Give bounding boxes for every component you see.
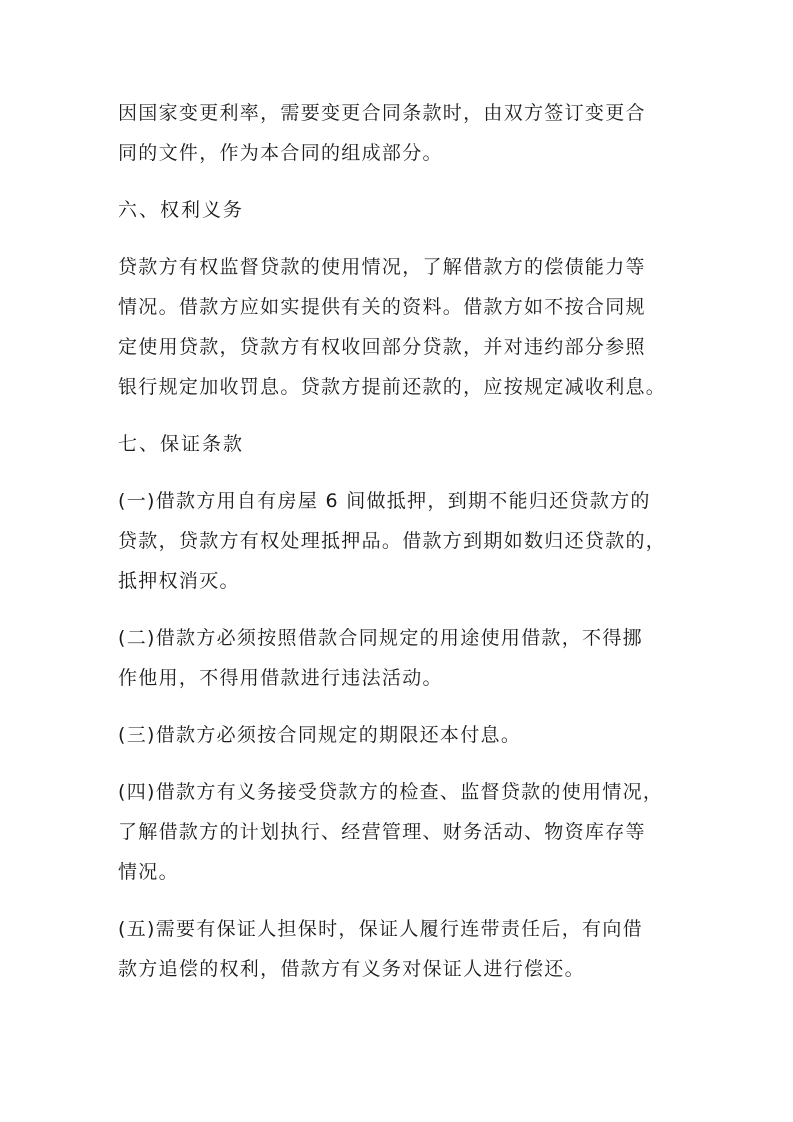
paragraph-line: 抵押权消灭。 bbox=[118, 570, 240, 592]
paragraph-line: 因国家变更利率，需要变更合同条款时，由双方签订变更合 bbox=[118, 102, 646, 124]
paragraph-line: 作他用，不得用借款进行违法活动。 bbox=[118, 667, 443, 689]
paragraph-line: 情况。 bbox=[118, 861, 179, 883]
paragraph-interest-rate-change bbox=[118, 93, 674, 173]
paragraph-line: 定使用贷款，贷款方有权收回部分贷款，并对违约部分参照 bbox=[118, 336, 646, 358]
paragraph-line: (三)借款方必须按合同规定的期限还本付息。 bbox=[118, 724, 522, 746]
section-heading-rights-obligations: 六、权利义务 bbox=[118, 199, 245, 221]
paragraph-line: (四)借款方有义务接受贷款方的检查、监督贷款的使用情况， bbox=[118, 781, 664, 803]
paragraph-line: (五)需要有保证人担保时，保证人履行连带责任后，有向借 bbox=[118, 918, 643, 940]
clause-1-mortgage bbox=[118, 481, 674, 601]
paragraph-line: 贷款，贷款方有权处理抵押品。借款方到期如数归还贷款的， bbox=[118, 530, 667, 552]
clause-5-guarantor bbox=[118, 909, 674, 989]
paragraph-line: 款方追偿的权利，借款方有义务对保证人进行偿还。 bbox=[118, 958, 585, 980]
clause-4-inspection bbox=[118, 772, 674, 892]
paragraph-line: (一)借款方用自有房屋 6 间做抵押，到期不能归还贷款方的 bbox=[118, 490, 651, 512]
paragraph-line: 贷款方有权监督贷款的使用情况，了解借款方的偿债能力等 bbox=[118, 256, 646, 278]
clause-3-repayment bbox=[118, 715, 674, 755]
clause-2-usage bbox=[118, 618, 674, 698]
paragraph-line: (二)借款方必须按照借款合同规定的用途使用借款，不得挪 bbox=[118, 627, 643, 649]
paragraph-line: 银行规定加收罚息。贷款方提前还款的，应按规定减收利息。 bbox=[118, 376, 667, 398]
paragraph-line: 情况。借款方应如实提供有关的资料。借款方如不按合同规 bbox=[118, 296, 646, 318]
paragraph-line: 了解借款方的计划执行、经营管理、财务活动、物资库存等 bbox=[118, 821, 646, 843]
paragraph-rights-obligations bbox=[118, 247, 674, 407]
document-page bbox=[118, 93, 674, 1006]
section-heading-guarantee-clauses: 七、保证条款 bbox=[118, 433, 245, 455]
paragraph-line: 同的文件，作为本合同的组成部分。 bbox=[118, 142, 443, 164]
